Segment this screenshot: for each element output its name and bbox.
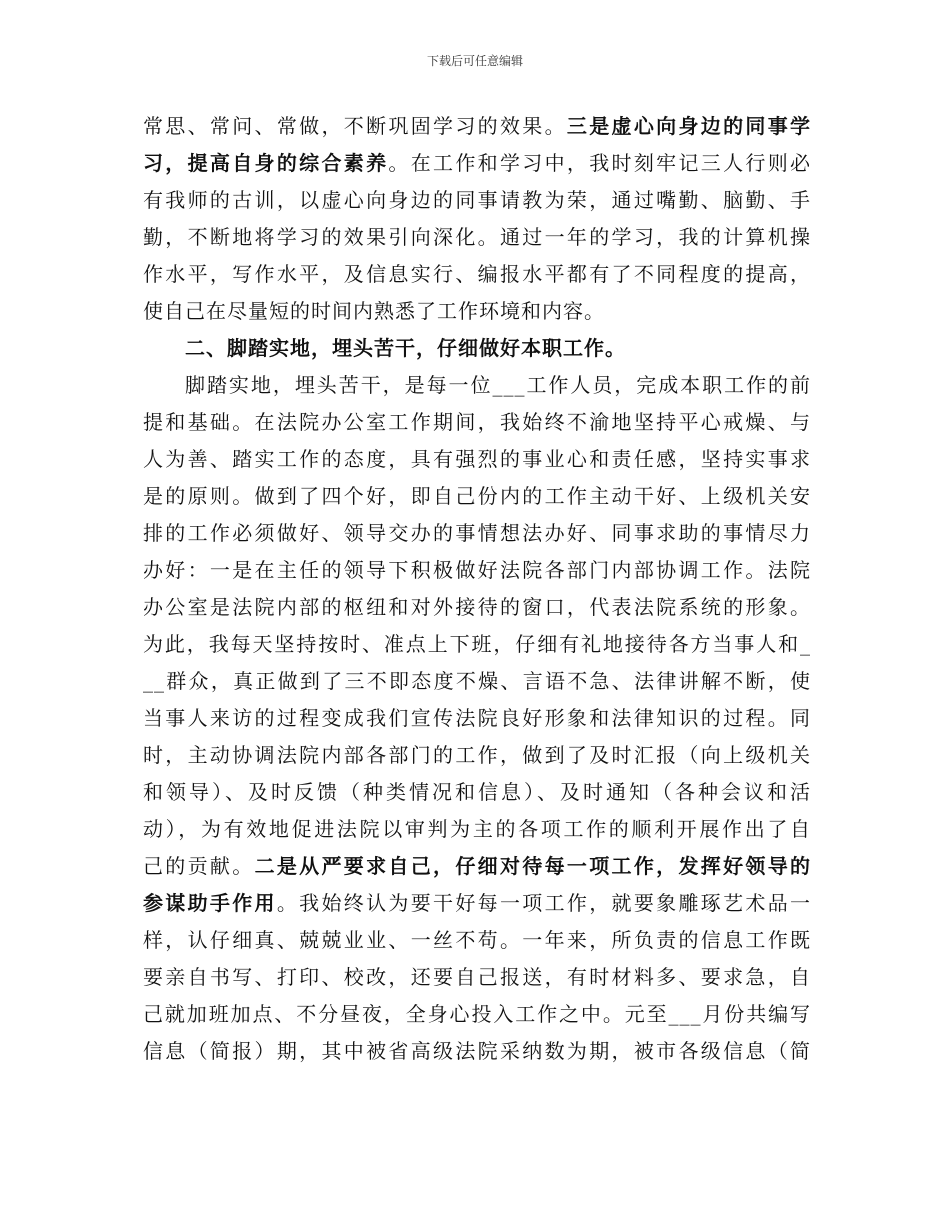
text-line: 信息（简报）期，其中被省高级法院采纳数为期，被市各级信息（简 <box>143 1039 811 1063</box>
document-body <box>143 108 811 1070</box>
text-line: 使自己在尽量短的时间内熟悉了工作环境和内容。 <box>143 299 605 323</box>
text-line: 脚踏实地，埋头苦干，是每一位___工作人员，完成本职工作的前 <box>185 373 811 397</box>
page-header: 下载后可任意编辑 <box>426 54 523 68</box>
text-line: 要亲自书写、打印、校改，还要自己报送，有时材料多、要求急，自 <box>143 965 811 989</box>
text-line: 当事人来访的过程变成我们宣传法院良好形象和法律知识的过程。同 <box>143 706 811 730</box>
text-line: 作水平，写作水平，及信息实行、编报水平都有了不同程度的提高， <box>143 262 811 286</box>
text-line: 有我师的古训，以虚心向身边的同事请教为荣，通过嘴勤、脑勤、手 <box>143 188 811 212</box>
text-line: 办公室是法院内部的枢纽和对外接待的窗口，代表法院系统的形象。 <box>143 595 811 619</box>
text-line: 为此，我每天坚持按时、准点上下班，仔细有礼地接待各方当事人和_ <box>143 632 811 656</box>
section-heading: 二、脚踏实地，埋头苦干，仔细做好本职工作。 <box>185 336 626 360</box>
text-line: 勤，不断地将学习的效果引向深化。通过一年的学习，我的计算机操 <box>143 225 811 249</box>
text-line: 样，认仔细真、兢兢业业、一丝不苟。一年来，所负责的信息工作既 <box>143 928 811 952</box>
text-line: 和领导）、及时反馈（种类情况和信息）、及时通知（各种会议和活 <box>143 780 811 804</box>
text-line: 是的原则。做到了四个好，即自己份内的工作主动干好、上级机关安 <box>143 484 811 508</box>
text-line: __群众，真正做到了三不即态度不燥、言语不急、法律讲解不断，使 <box>143 669 811 693</box>
text-line: 办好：一是在主任的领导下积极做好法院各部门内部协调工作。法院 <box>143 558 811 582</box>
text-line: 己的贡献。二是从严要求自己，仔细对待每一项工作，发挥好领导的 <box>143 854 812 878</box>
text-line: 动），为有效地促进法院以审判为主的各项工作的顺利开展作出了自 <box>143 817 811 841</box>
text-line: 排的工作必须做好、领导交办的事情想法办好、同事求助的事情尽力 <box>143 521 811 545</box>
text-line: 习，提高自身的综合素养。在工作和学习中，我时刻牢记三人行则必 <box>143 151 812 175</box>
text-line: 常思、常问、常做，不断巩固学习的效果。三是虚心向身边的同事学 <box>143 114 812 138</box>
text-line: 己就加班加点、不分昼夜，全身心投入工作之中。元至___月份共编写 <box>143 1002 811 1026</box>
text-line: 提和基础。在法院办公室工作期间，我始终不渝地坚持平心戒燥、与 <box>143 410 811 434</box>
text-line: 时，主动协调法院内部各部门的工作，做到了及时汇报（向上级机关 <box>143 743 811 767</box>
text-line: 参谋助手作用。我始终认为要干好每一项工作，就要象雕琢艺术品一 <box>143 891 812 915</box>
text-line: 人为善、踏实工作的态度，具有强烈的事业心和责任感，坚持实事求 <box>143 447 811 471</box>
